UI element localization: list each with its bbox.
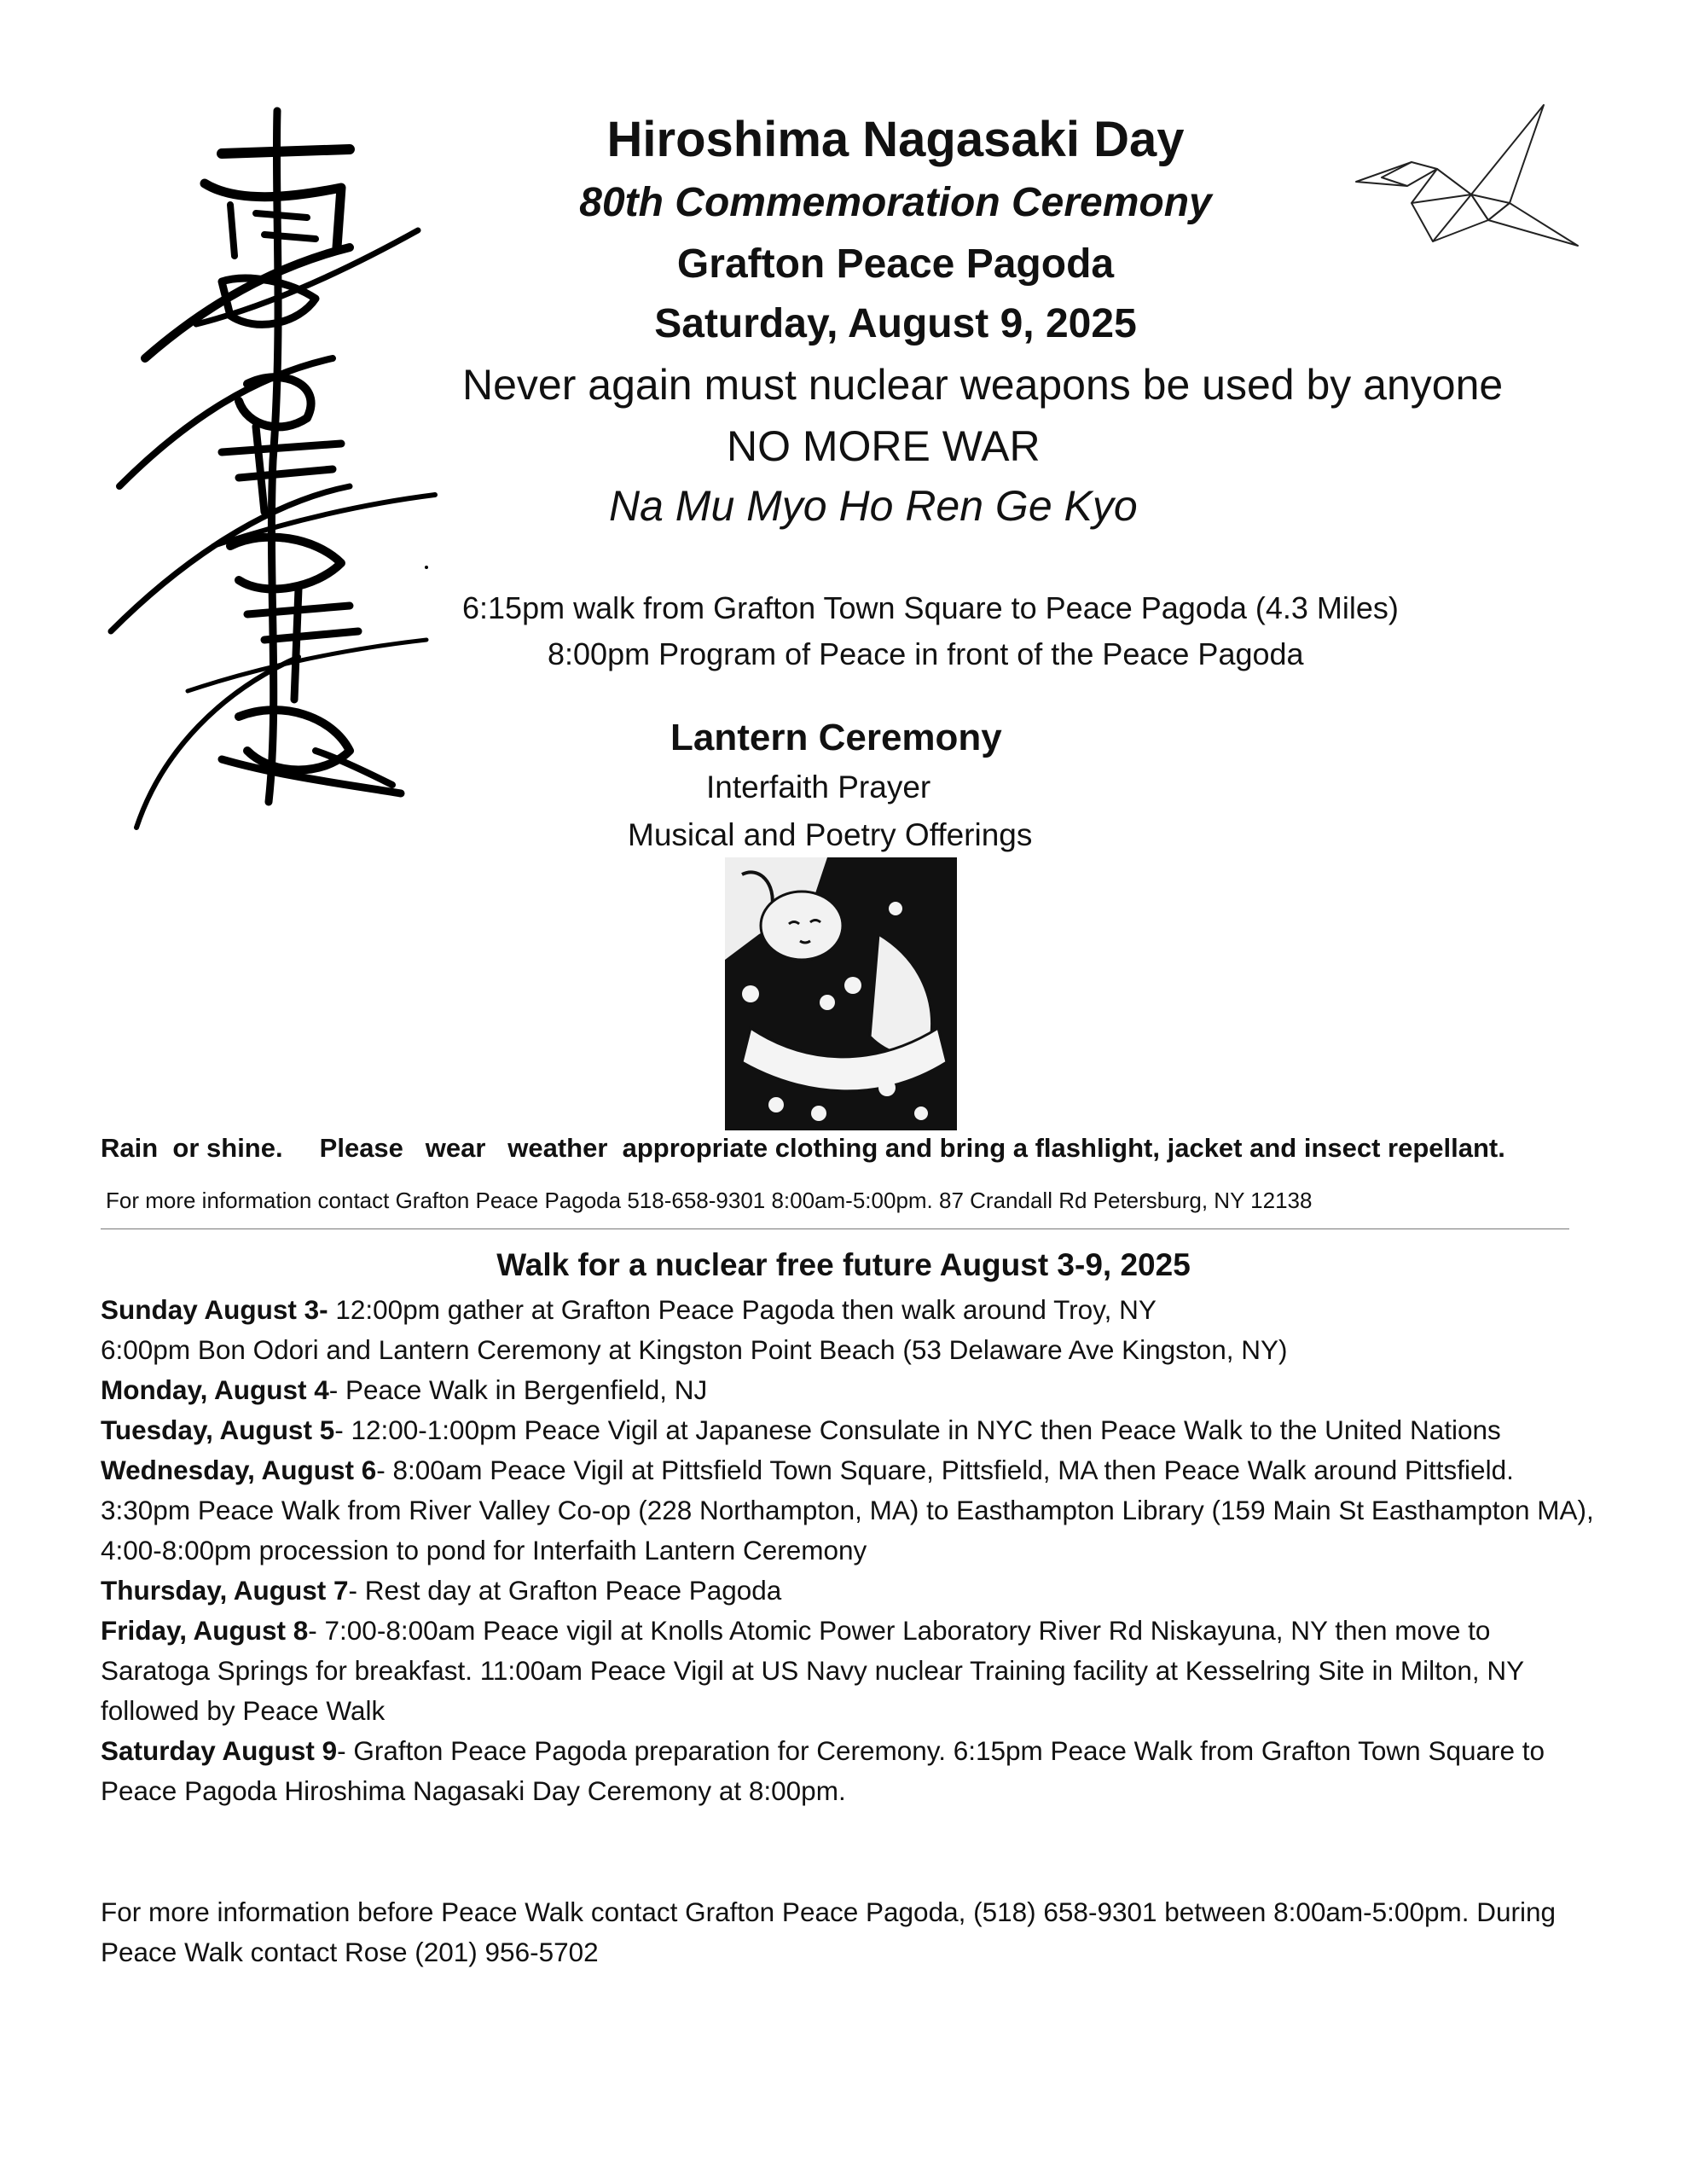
contact-info: For more information contact Grafton Peace Pagoda 518-658-9301 8:00am-5:00pm. 87 Crandall Rd Petersburg, NY 12138 — [106, 1188, 1313, 1213]
schedule-entry-friday — [101, 1611, 1602, 1731]
schedule-day: Friday, August 8 — [101, 1615, 309, 1646]
schedule-text: - Rest day at Grafton Peace Pagoda — [348, 1575, 782, 1606]
schedule-day: Sunday August 3- — [101, 1294, 328, 1325]
weather-notice: Rain or shine. Please wear weather appropriate clothing and bring a flashlight, jacket and insect repellant. — [101, 1133, 1505, 1163]
schedule-text: - 12:00-1:00pm Peace Vigil at Japanese Consulate in NYC then Peace Walk to the United Nations — [334, 1414, 1501, 1445]
schedule-entry-saturday — [101, 1731, 1602, 1811]
schedule-entry-monday — [101, 1370, 1602, 1410]
schedule-entry-wednesday — [101, 1450, 1602, 1571]
schedule-day: Monday, August 4 — [101, 1374, 329, 1405]
walk-schedule — [101, 1290, 1602, 1811]
schedule-text: - 7:00-8:00am Peace vigil at Knolls Atomic Power Laboratory River Rd Niskayuna, NY then move to Saratoga Springs for breakfast. 11:00am Peace Vigil at US Navy nuclear Training facility at Kesselring Site in Milton, NY followed by Peace Walk — [101, 1615, 1524, 1726]
schedule-entry-tuesday — [101, 1410, 1602, 1450]
event-title: Hiroshima Nagasaki Day — [606, 112, 1185, 167]
schedule-text: - 8:00am Peace Vigil at Pittsfield Town Square, Pittsfield, MA then Peace Walk around Pittsfield. 3:30pm Peace Walk from River Valley Co-op (228 Northampton, MA) to Easthampton Library (159 Main St Easthampton MA), 4:00-8:00pm procession to pond for Interfaith Lantern Ceremony — [101, 1455, 1594, 1565]
schedule-text: - Grafton Peace Pagoda preparation for Ceremony. 6:15pm Peace Walk from Grafton Town Square to Peace Pagoda Hiroshima Nagasaki Day Ceremony at 8:00pm. — [101, 1735, 1545, 1806]
schedule-entry-sunday-evening — [101, 1330, 1602, 1370]
event-date: Saturday, August 9, 2025 — [654, 301, 1137, 346]
event-subtitle: 80th Commemoration Ceremony — [579, 180, 1212, 225]
event-slogan: NO MORE WAR — [727, 422, 1041, 470]
schedule-day: Wednesday, August 6 — [101, 1455, 377, 1485]
schedule-text: 12:00pm gather at Grafton Peace Pagoda then walk around Troy, NY — [328, 1294, 1157, 1325]
lantern-item-offerings: Musical and Poetry Offerings — [628, 817, 1033, 852]
schedule-text: - Peace Walk in Bergenfield, NJ — [328, 1374, 708, 1405]
divider — [101, 1228, 1569, 1229]
event-tagline: Never again must nuclear weapons be used by anyone — [462, 361, 1504, 409]
footer-contact: For more information before Peace Walk contact Grafton Peace Pagoda, (518) 658-9301 between 8:00am-5:00pm. During Peace Walk contact Rose (201) 956-5702 — [101, 1896, 1557, 1967]
schedule-entry-sunday — [101, 1290, 1602, 1330]
schedule-text: 6:00pm Bon Odori and Lantern Ceremony at Kingston Point Beach (53 Delaware Ave Kingston, NY) — [101, 1334, 1288, 1365]
event-chant: Na Mu Myo Ho Ren Ge Kyo — [609, 482, 1138, 530]
walk-time-line: 6:15pm walk from Grafton Town Square to Peace Pagoda (4.3 Miles) — [462, 590, 1399, 625]
program-time-line: 8:00pm Program of Peace in front of the Peace Pagoda — [548, 636, 1304, 671]
lantern-item-prayer: Interfaith Prayer — [706, 770, 931, 804]
lantern-ceremony-title: Lantern Ceremony — [670, 717, 1002, 758]
schedule-entry-thursday — [101, 1571, 1602, 1611]
mother-child-illustration — [725, 857, 957, 1130]
walk-schedule-title: Walk for a nuclear free future August 3-9, 2025 — [496, 1247, 1191, 1282]
schedule-day: Thursday, August 7 — [101, 1575, 349, 1606]
schedule-day: Saturday August 9 — [101, 1735, 338, 1766]
event-venue: Grafton Peace Pagoda — [676, 241, 1115, 287]
schedule-day: Tuesday, August 5 — [101, 1414, 335, 1445]
